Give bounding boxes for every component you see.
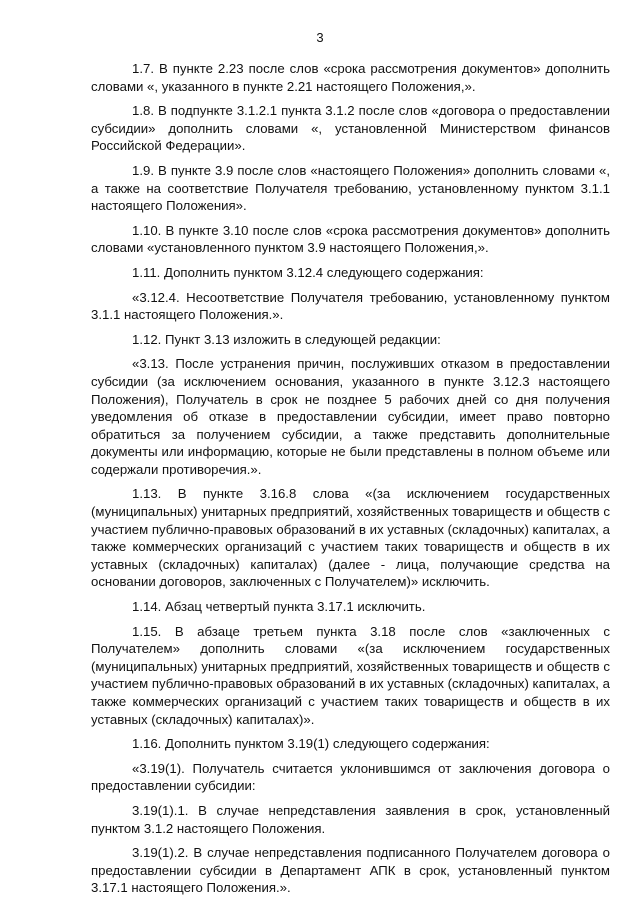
paragraph-3-19-1-2: 3.19(1).2. В случае непредставления подписанного Получателем договора о предоставлении субсидии в Департамент АПК в срок, установленный пунктом 3.17.1 настоящего Положения.». [91, 845, 610, 896]
paragraph-3-19-1: «3.19(1). Получатель считается уклонившимся от заключения договора о предоставлении субсидии: [91, 760, 610, 794]
paragraph-1-13: 1.13. В пункте 3.16.8 слова «(за исключением государственных (муниципальных) унитарных предприятий, хозяйственных товариществ и обществ с участием публично-правовых образований в их уставных (складочных) капиталах, а также коммерческих организаций с участием таких товариществ и обществ в их уставных (складочных) капиталах) (далее - лица, получающие средства на основании договоров, заключенных с Получателем)» исключить. [91, 486, 610, 590]
paragraph-1-11: 1.11. Дополнить пунктом 3.12.4 следующего содержания: [132, 264, 484, 280]
paragraph-1-16: 1.16. Дополнить пунктом 3.19(1) следующего содержания: [132, 736, 490, 752]
paragraph-3-12-4: «3.12.4. Несоответствие Получателя требованию, установленному пунктом 3.1.1 настоящего Положения.». [91, 289, 610, 323]
document-body [91, 60, 610, 904]
paragraph-1-10: 1.10. В пункте 3.10 после слов «срока рассмотрения документов» дополнить словами «установленного пунктом 3.9 настоящего Положения,». [91, 222, 610, 256]
paragraph-1-14: 1.14. Абзац четвертый пункта 3.17.1 исключить. [132, 599, 426, 615]
paragraph-1-7: 1.7. В пункте 2.23 после слов «срока рассмотрения документов» дополнить словами «, указанного в пункте 2.21 настоящего Положения,». [91, 61, 610, 94]
paragraph-1-15: 1.15. В абзаце третьем пункта 3.18 после слов «заключенных с Получателем» дополнить словами «(за исключением государственных (муниципальных) унитарных предприятий, хозяйственных товариществ и обществ с участием публично-правовых образований в их уставных (складочных) капиталах, а также коммерческих организаций с участием таких товариществ и обществ в их уставных (складочных) капиталах)». [91, 623, 610, 727]
paragraph-1-12: 1.12. Пункт 3.13 изложить в следующей редакции: [132, 331, 441, 347]
paragraph-3-19-1-1: 3.19(1).1. В случае непредставления заявления в срок, установленный пунктом 3.1.2 настоящего Положения. [91, 802, 610, 836]
paragraph-3-13: «3.13. После устранения причин, послуживших отказом в предоставлении субсидии (за исключением основания, указанного в пункте 3.12.3 настоящего Положения), Получатель в срок не позднее 5 рабочих дней со дня получения уведомления об отказе в предоставлении субсидии, имеет право повторно обратиться за получением субсидии, а также представить дополнительные документы или информацию, которые не были представлены в полном объеме или содержали противоречия.». [91, 356, 610, 477]
page-number: 3 [316, 30, 324, 45]
paragraph-1-9: 1.9. В пункте 3.9 после слов «настоящего Положения» дополнить словами «, а также на соответствие Получателя требованию, установленному пунктом 3.1.1 настоящего Положения». [91, 162, 610, 214]
paragraph-1-8: 1.8. В подпункте 3.1.2.1 пункта 3.1.2 после слов «договора о предоставлении субсидии» дополнить словами «, установленной Министерством финансов Российской Федерации». [91, 103, 610, 154]
